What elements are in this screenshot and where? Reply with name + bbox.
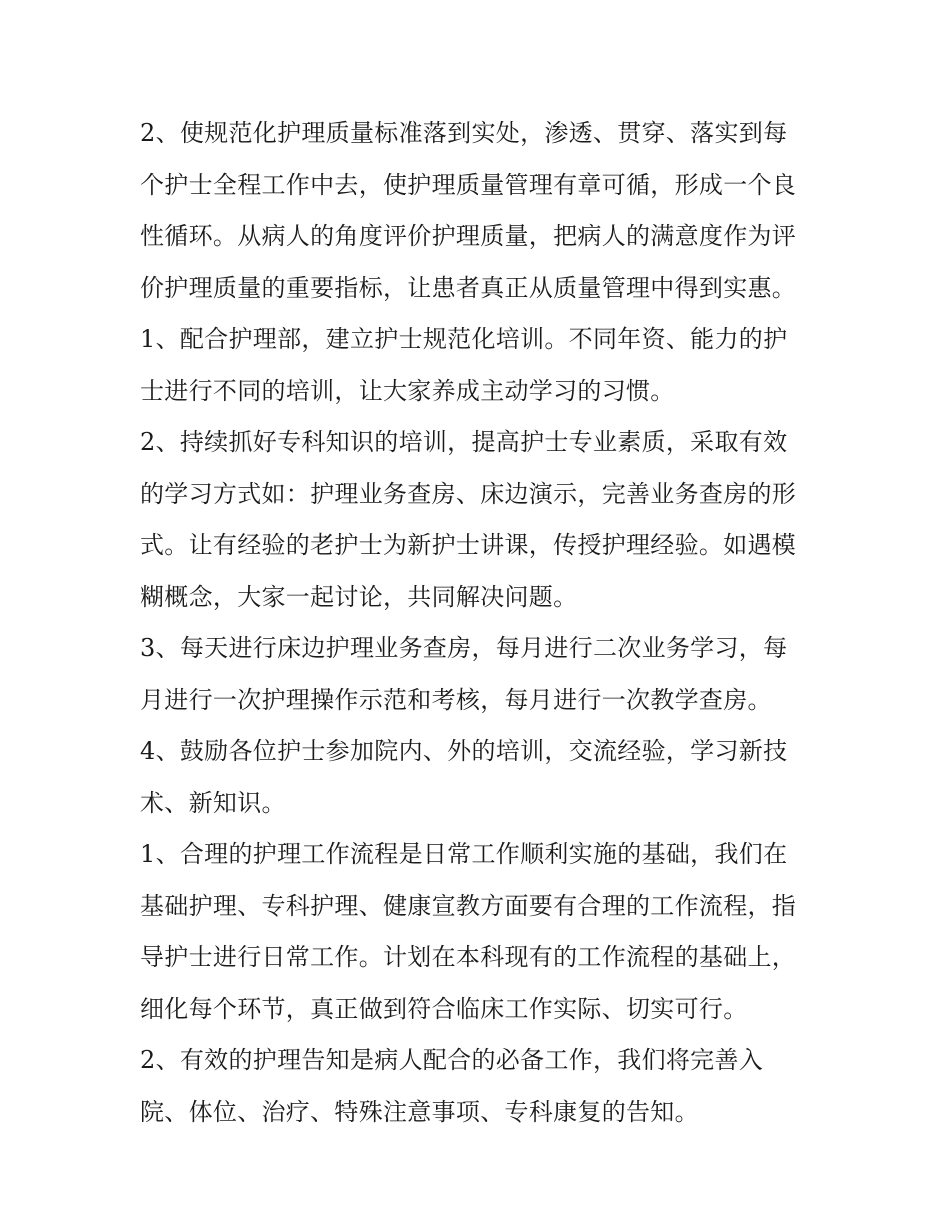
text-line-13: 4、鼓励各位护士参加院内、外的培训，交流经验，学习新技 xyxy=(140,737,788,765)
text-line-1: 2、使规范化护理质量标准落到实处，渗透、贯穿、落实到每 xyxy=(140,119,788,147)
text-line-16: 基础护理、专科护理、健康宣教方面要有合理的工作流程，指 xyxy=(140,891,797,920)
text-line-7: 2、持续抓好专科知识的培训，提高护士专业素质，采取有效 xyxy=(140,428,788,456)
text-line-4: 价护理质量的重要指标，让患者真正从质量管理中得到实惠。 xyxy=(140,273,797,302)
text-line-18: 细化每个环节，真正做到符合临床工作实际、切实可行。 xyxy=(140,994,748,1023)
text-line-11: 3、每天进行床边护理业务查房，每月进行二次业务学习，每 xyxy=(140,634,788,662)
document-body xyxy=(140,108,820,1138)
text-line-20: 院、体位、治疗、特殊注意事项、专科康复的告知。 xyxy=(140,1097,699,1126)
text-line-15: 1、合理的护理工作流程是日常工作顺利实施的基础，我们在 xyxy=(140,840,788,868)
text-line-5: 1、配合护理部，建立护士规范化培训。不同年资、能力的护 xyxy=(140,325,788,353)
text-line-17: 导护士进行日常工作。计划在本科现有的工作流程的基础上， xyxy=(140,943,797,971)
text-line-8: 的学习方式如：护理业务查房、床边演示，完善业务查房的形 xyxy=(140,479,797,508)
text-line-6: 士进行不同的培训，让大家养成主动学习的习惯。 xyxy=(140,376,675,405)
text-line-19: 2、有效的护理告知是病人配合的必备工作，我们将完善入 xyxy=(140,1046,764,1074)
text-line-2: 个护士全程工作中去，使护理质量管理有章可循，形成一个良 xyxy=(140,170,797,199)
text-line-9: 式。让有经验的老护士为新护士讲课，传授护理经验。如遇模 xyxy=(140,531,797,559)
text-line-12: 月进行一次护理操作示范和考核，每月进行一次教学查房。 xyxy=(140,685,772,714)
text-line-10: 糊概念，大家一起讨论，共同解决问题。 xyxy=(140,582,578,611)
text-line-14: 术、新知识。 xyxy=(140,788,286,817)
text-line-3: 性循环。从病人的角度评价护理质量，把病人的满意度作为评 xyxy=(140,222,797,250)
